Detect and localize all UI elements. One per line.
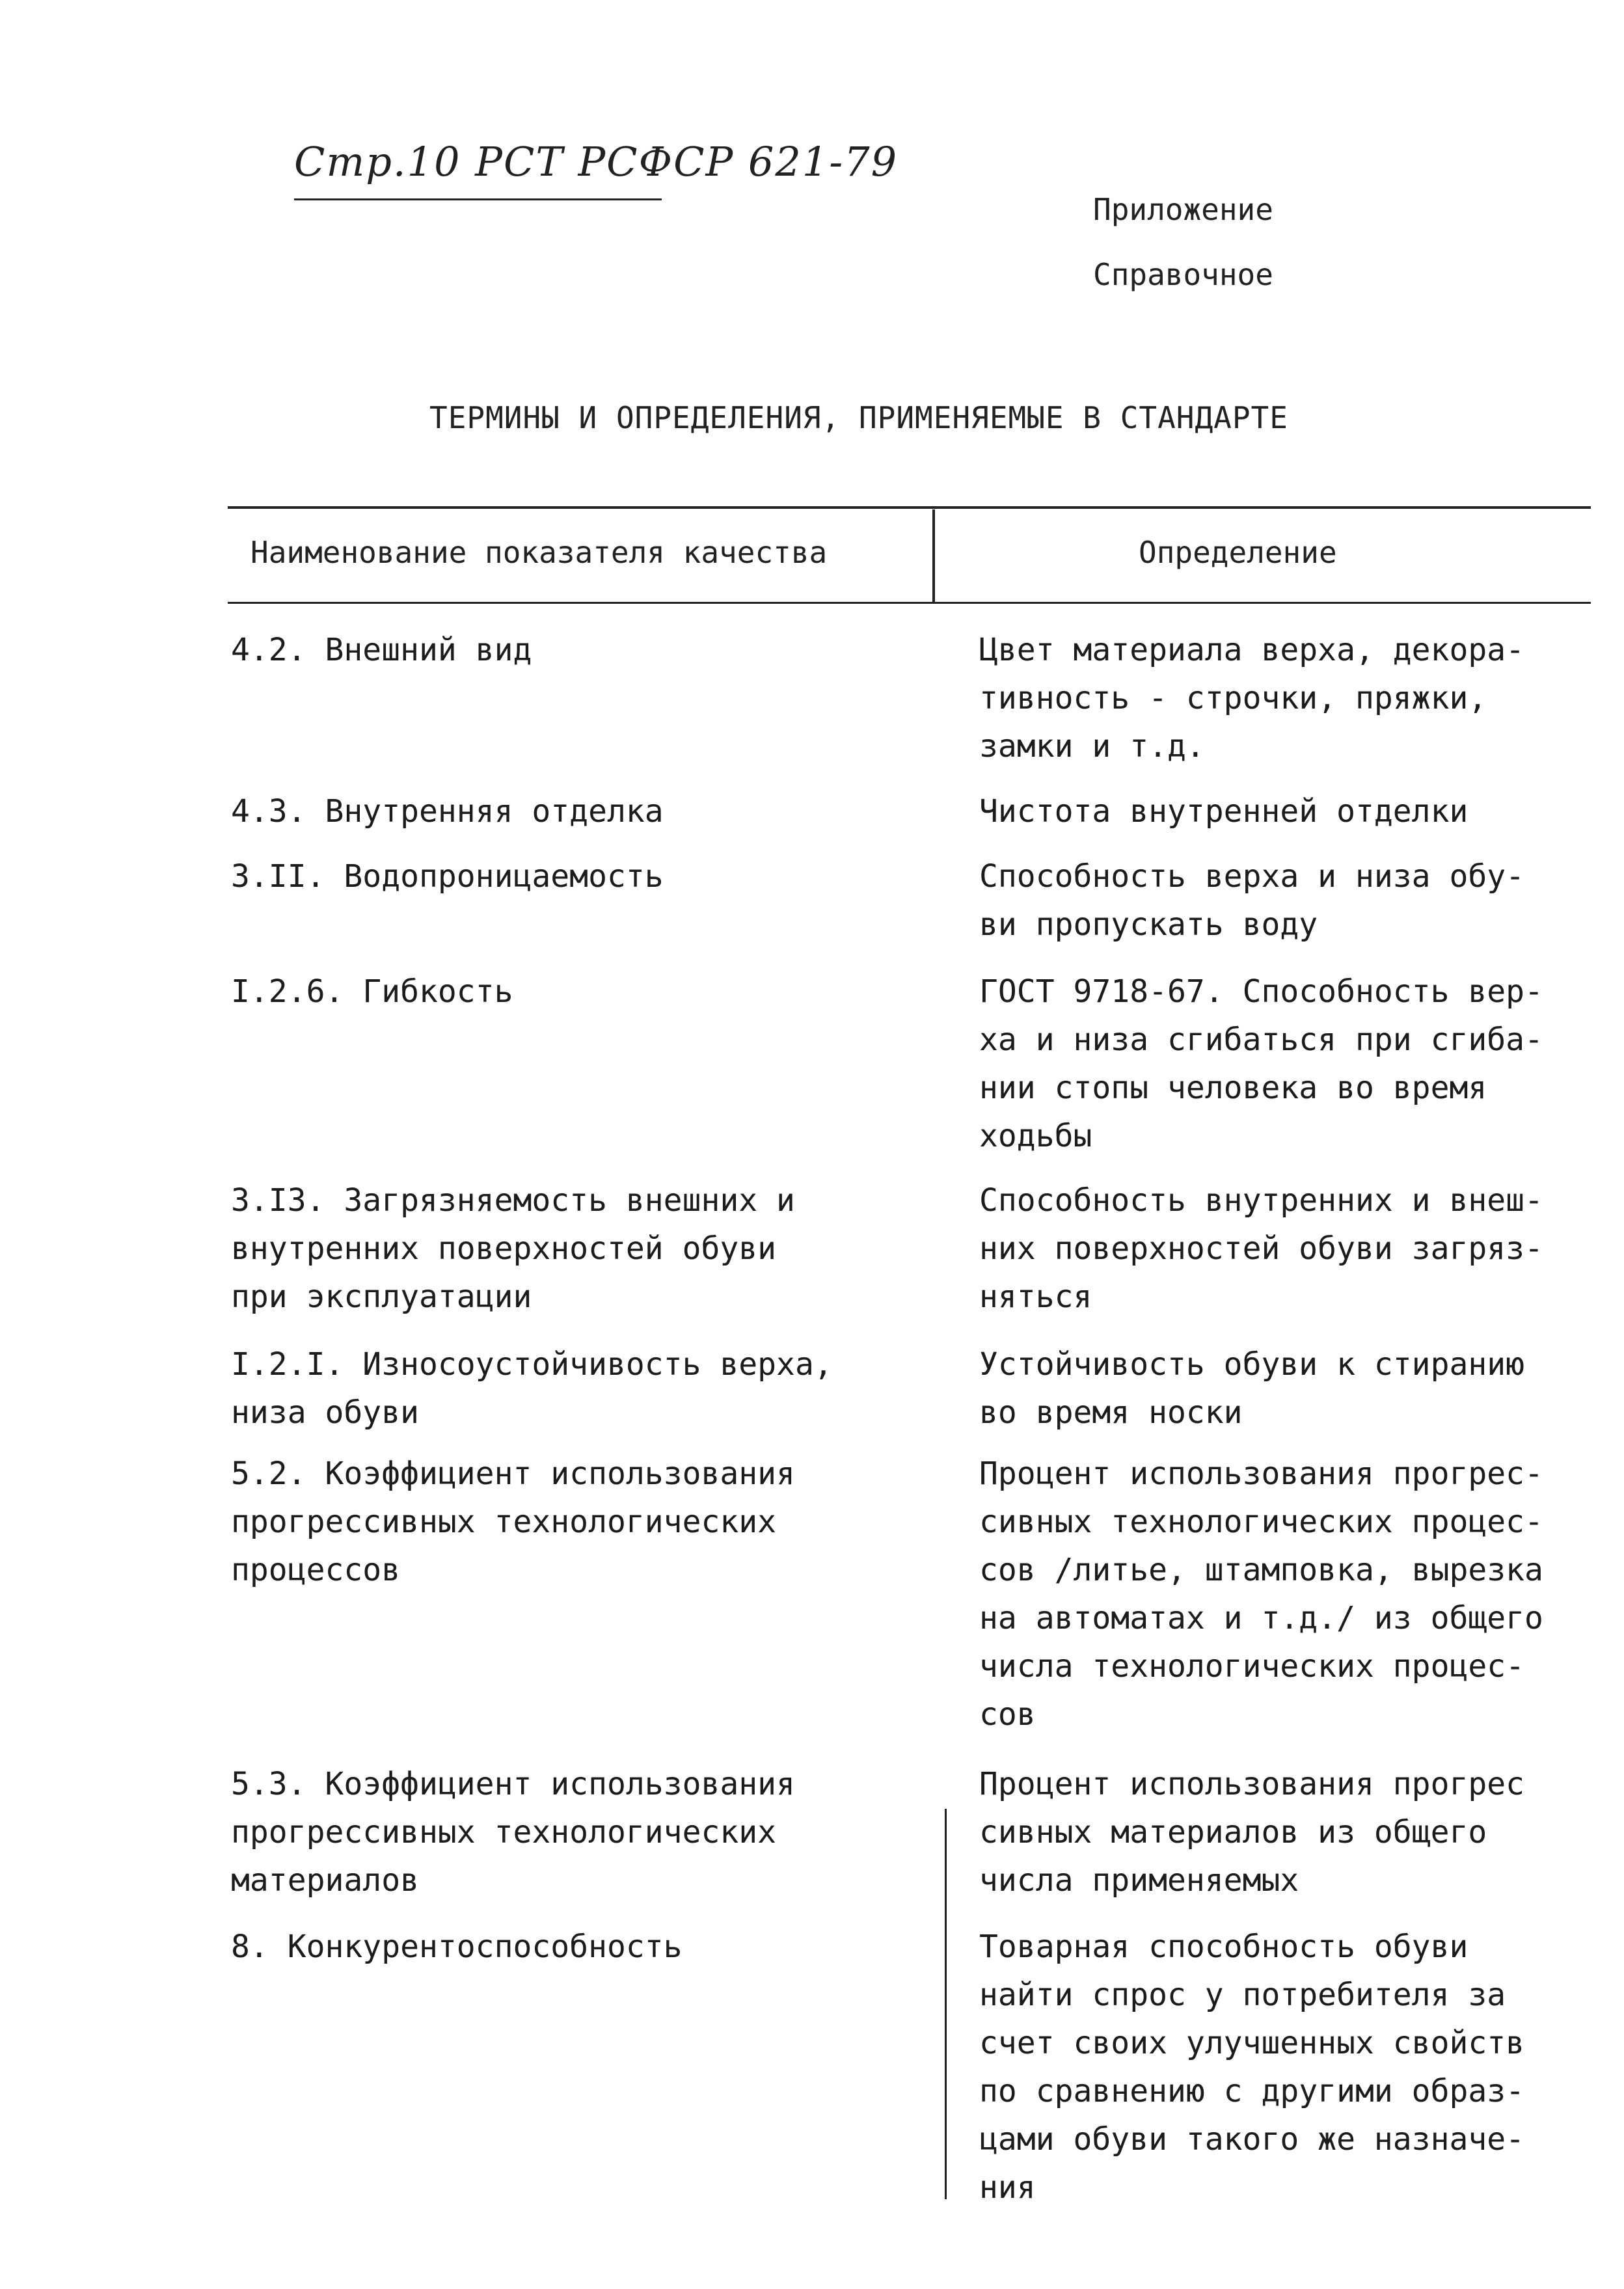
table-row-term: 4.2. Внешний вид (231, 632, 532, 668)
table-row-term: I.2.6. Гибкость (231, 973, 513, 1010)
table-row-term: 8. Конкурентоспособность (231, 1929, 683, 1965)
table-column-divider-lower (945, 1809, 947, 2199)
table-row-term: 3.I3. Загрязняемость внешних и внутренних поверхностей обуви при эксплуатации (231, 1182, 795, 1315)
table-row-definition: Способность верха и низа обу- ви пропускать воду (979, 858, 1525, 943)
table-row-definition: Процент использования прогрес- сивных технологических процес- сов /литье, штамповка, вырезка на автоматах и т.д./ из общего числа технологических процес- сов (979, 1456, 1543, 1733)
table-header-divider (932, 509, 935, 604)
document-title: ТЕРМИНЫ И ОПРЕДЕЛЕНИЯ, ПРИМЕНЯЕМЫЕ В СТАНДАРТЕ (429, 400, 1288, 435)
appendix-label: Приложение (1093, 192, 1273, 227)
table-top-rule (228, 506, 1591, 509)
column-header-term: Наименование показателя качества (250, 535, 828, 570)
table-row-term: I.2.I. Износоустойчивость верха, низа обуви (231, 1346, 833, 1431)
table-row-definition: Цвет материала верха, декора- тивность - строчки, пряжки, замки и т.д. (979, 632, 1525, 765)
handwritten-underline (294, 198, 662, 200)
appendix-type-label: Справочное (1093, 257, 1273, 292)
table-header-rule (228, 602, 1591, 604)
table-row-term: 3.II. Водопроницаемость (231, 858, 664, 895)
table-row-term: 4.3. Внутренняя отделка (231, 793, 664, 830)
table-row-definition: ГОСТ 9718-67. Способность вер- ха и низа сгибаться при сгиба- нии стопы человека во время ходьбы (979, 973, 1543, 1154)
column-header-definition: Определение (1139, 535, 1337, 570)
table-row-definition: Устойчивость обуви к стиранию во время носки (979, 1346, 1525, 1431)
table-row-definition: Процент использования прогрес сивных материалов из общего числа применяемых (979, 1766, 1525, 1899)
table-row-definition: Способность внутренних и внеш- них поверхностей обуви загряз- няться (979, 1182, 1543, 1315)
table-row-definition: Чистота внутренней отделки (979, 793, 1468, 830)
handwritten-page-reference: Стр.10 РСТ РСФСР 621-79 (294, 138, 899, 185)
table-row-definition: Товарная способность обуви найти спрос у потребителя за счет своих улучшенных свойств по сравнению с другими образ- цами обуви такого же назначе- ния (979, 1929, 1525, 2206)
table-row-term: 5.2. Коэффициент использования прогрессивных технологических процессов (231, 1456, 795, 1588)
table-row-term: 5.3. Коэффициент использования прогрессивных технологических материалов (231, 1766, 795, 1899)
